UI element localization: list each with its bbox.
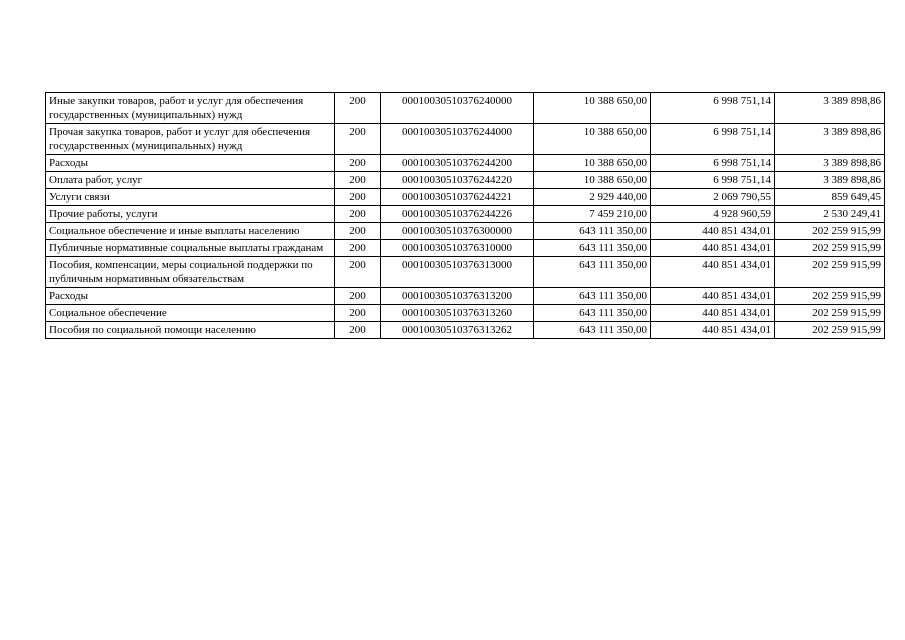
table-row <box>46 172 885 189</box>
line-code-cell: 200 <box>335 189 381 206</box>
table-row <box>46 206 885 223</box>
assigned-amount-cell: 2 929 440,00 <box>534 189 651 206</box>
expense-name-cell: Социальное обеспечение и иные выплаты населению <box>46 223 335 240</box>
expense-name-cell: Иные закупки товаров, работ и услуг для обеспечения государственных (муниципальных) нужд <box>46 93 335 124</box>
classification-code-cell: 00010030510376313262 <box>381 322 534 339</box>
executed-amount-cell: 6 998 751,14 <box>651 155 775 172</box>
table-row <box>46 305 885 322</box>
executed-amount-cell: 6 998 751,14 <box>651 172 775 189</box>
classification-code-cell: 00010030510376313000 <box>381 257 534 288</box>
classification-code-cell: 00010030510376244000 <box>381 124 534 155</box>
assigned-amount-cell: 643 111 350,00 <box>534 223 651 240</box>
remaining-amount-cell: 3 389 898,86 <box>775 155 885 172</box>
expense-name-cell: Услуги связи <box>46 189 335 206</box>
classification-code-cell: 00010030510376244226 <box>381 206 534 223</box>
line-code-cell: 200 <box>335 93 381 124</box>
classification-code-cell: 00010030510376240000 <box>381 93 534 124</box>
executed-amount-cell: 6 998 751,14 <box>651 93 775 124</box>
executed-amount-cell: 440 851 434,01 <box>651 257 775 288</box>
executed-amount-cell: 2 069 790,55 <box>651 189 775 206</box>
classification-code-cell: 00010030510376313260 <box>381 305 534 322</box>
executed-amount-cell: 440 851 434,01 <box>651 322 775 339</box>
classification-code-cell: 00010030510376244221 <box>381 189 534 206</box>
line-code-cell: 200 <box>335 223 381 240</box>
classification-code-cell: 00010030510376244200 <box>381 155 534 172</box>
assigned-amount-cell: 643 111 350,00 <box>534 288 651 305</box>
table-row <box>46 288 885 305</box>
remaining-amount-cell: 202 259 915,99 <box>775 305 885 322</box>
classification-code-cell: 00010030510376313200 <box>381 288 534 305</box>
table-row <box>46 155 885 172</box>
table-row <box>46 257 885 288</box>
remaining-amount-cell: 2 530 249,41 <box>775 206 885 223</box>
line-code-cell: 200 <box>335 124 381 155</box>
executed-amount-cell: 440 851 434,01 <box>651 223 775 240</box>
remaining-amount-cell: 3 389 898,86 <box>775 93 885 124</box>
line-code-cell: 200 <box>335 288 381 305</box>
expense-name-cell: Социальное обеспечение <box>46 305 335 322</box>
executed-amount-cell: 4 928 960,59 <box>651 206 775 223</box>
line-code-cell: 200 <box>335 206 381 223</box>
assigned-amount-cell: 7 459 210,00 <box>534 206 651 223</box>
executed-amount-cell: 440 851 434,01 <box>651 305 775 322</box>
expense-name-cell: Прочая закупка товаров, работ и услуг для обеспечения государственных (муниципальных) нужд <box>46 124 335 155</box>
assigned-amount-cell: 10 388 650,00 <box>534 155 651 172</box>
classification-code-cell: 00010030510376310000 <box>381 240 534 257</box>
line-code-cell: 200 <box>335 172 381 189</box>
assigned-amount-cell: 643 111 350,00 <box>534 257 651 288</box>
assigned-amount-cell: 10 388 650,00 <box>534 172 651 189</box>
line-code-cell: 200 <box>335 257 381 288</box>
assigned-amount-cell: 10 388 650,00 <box>534 93 651 124</box>
assigned-amount-cell: 643 111 350,00 <box>534 240 651 257</box>
remaining-amount-cell: 202 259 915,99 <box>775 257 885 288</box>
table-row <box>46 93 885 124</box>
assigned-amount-cell: 643 111 350,00 <box>534 322 651 339</box>
line-code-cell: 200 <box>335 240 381 257</box>
table-row <box>46 223 885 240</box>
expense-name-cell: Публичные нормативные социальные выплаты гражданам <box>46 240 335 257</box>
remaining-amount-cell: 3 389 898,86 <box>775 172 885 189</box>
line-code-cell: 200 <box>335 155 381 172</box>
expense-name-cell: Прочие работы, услуги <box>46 206 335 223</box>
remaining-amount-cell: 3 389 898,86 <box>775 124 885 155</box>
expense-name-cell: Расходы <box>46 155 335 172</box>
remaining-amount-cell: 202 259 915,99 <box>775 322 885 339</box>
assigned-amount-cell: 10 388 650,00 <box>534 124 651 155</box>
table-row <box>46 124 885 155</box>
line-code-cell: 200 <box>335 322 381 339</box>
expense-name-cell: Расходы <box>46 288 335 305</box>
remaining-amount-cell: 202 259 915,99 <box>775 240 885 257</box>
table-row <box>46 189 885 206</box>
table-body <box>46 93 885 339</box>
executed-amount-cell: 440 851 434,01 <box>651 240 775 257</box>
table-row <box>46 322 885 339</box>
expense-name-cell: Пособия, компенсации, меры социальной поддержки по публичным нормативным обязательствам <box>46 257 335 288</box>
expense-name-cell: Оплата работ, услуг <box>46 172 335 189</box>
line-code-cell: 200 <box>335 305 381 322</box>
remaining-amount-cell: 202 259 915,99 <box>775 223 885 240</box>
table-row <box>46 240 885 257</box>
executed-amount-cell: 6 998 751,14 <box>651 124 775 155</box>
budget-execution-table <box>45 92 885 339</box>
executed-amount-cell: 440 851 434,01 <box>651 288 775 305</box>
classification-code-cell: 00010030510376244220 <box>381 172 534 189</box>
remaining-amount-cell: 859 649,45 <box>775 189 885 206</box>
remaining-amount-cell: 202 259 915,99 <box>775 288 885 305</box>
assigned-amount-cell: 643 111 350,00 <box>534 305 651 322</box>
classification-code-cell: 00010030510376300000 <box>381 223 534 240</box>
expense-name-cell: Пособия по социальной помощи населению <box>46 322 335 339</box>
